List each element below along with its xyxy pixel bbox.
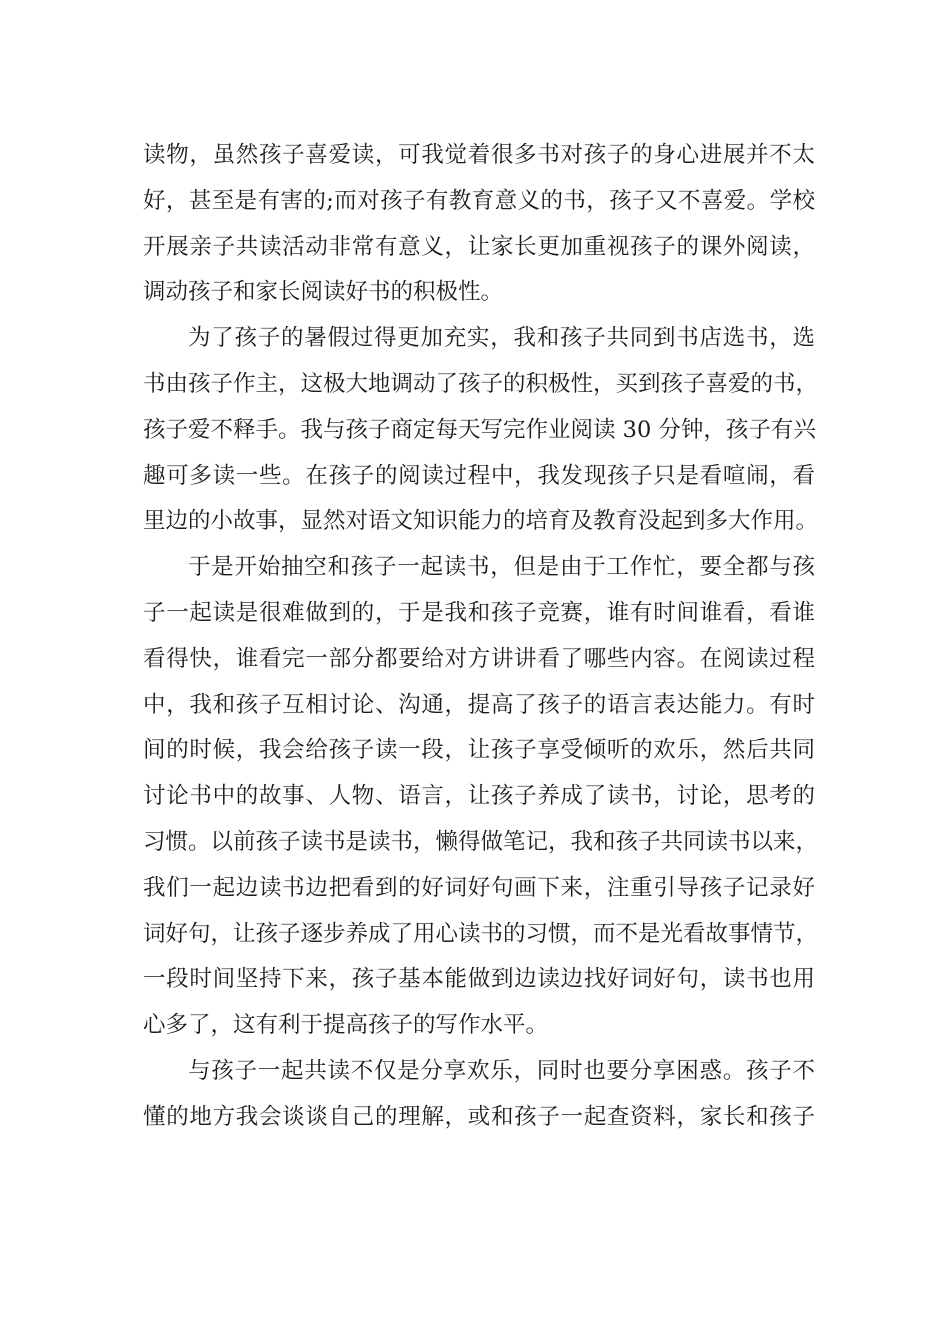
text-line: 中，我和孩子互相讨论、沟通，提高了孩子的语言表达能力。有时 (143, 691, 815, 718)
text-line: 书由孩子作主，这极大地调动了孩子的积极性，买到孩子喜爱的书， (143, 370, 819, 397)
document-body (143, 133, 819, 1141)
paragraph (143, 545, 819, 1049)
text-line: 开展亲子共读活动非常有意义，让家长更加重视孩子的课外阅读， (143, 233, 815, 260)
text-line: 心多了，这有利于提高孩子的写作水平。 (143, 1012, 549, 1039)
text-line: 于是开始抽空和孩子一起读书，但是由于工作忙，要全都与孩 (188, 554, 815, 581)
text-line: 调动孩子和家长阅读好书的积极性。 (143, 279, 504, 306)
text-line: 懂的地方我会谈谈自己的理解，或和孩子一起查资料，家长和孩子 (143, 1103, 815, 1130)
text-line: 讨论书中的故事、人物、语言，让孩子养成了读书，讨论，思考的 (143, 783, 815, 810)
text-line: 好，甚至是有害的;而对孩子有教育意义的书，孩子又不喜爱。学校 (143, 187, 815, 214)
text-line: 词好句，让孩子逐步养成了用心读书的习惯，而不是光看故事情节， (143, 920, 819, 947)
text-line: 一段时间坚持下来，孩子基本能做到边读边找好词好句，读书也用 (143, 966, 815, 993)
text-line: 里边的小故事，显然对语文知识能力的培育及教育没起到多大作用。 (143, 508, 819, 535)
text-line: 趣可多读一些。在孩子的阅读过程中，我发现孩子只是看喧闹，看 (143, 462, 815, 489)
text-line: 为了孩子的暑假过得更加充实，我和孩子共同到书店选书，选 (188, 325, 815, 352)
paragraph (143, 133, 815, 316)
paragraph (143, 316, 819, 545)
text-line: 孩子爱不释手。我与孩子商定每天写完作业阅读 30 分钟，孩子有兴 (143, 416, 816, 443)
text-line: 习惯。以前孩子读书是读书，懒得做笔记，我和孩子共同读书以来， (143, 828, 819, 855)
text-line: 看得快，谁看完一部分都要给对方讲讲看了哪些内容。在阅读过程 (143, 645, 815, 672)
text-line: 间的时候，我会给孩子读一段，让孩子享受倾听的欢乐，然后共同 (143, 737, 815, 764)
paragraph (143, 1049, 815, 1141)
text-line: 子一起读是很难做到的，于是我和孩子竞赛，谁有时间谁看，看谁 (143, 599, 815, 626)
text-line: 与孩子一起共读不仅是分享欢乐，同时也要分享困惑。孩子不 (188, 1057, 815, 1084)
text-line: 我们一起边读书边把看到的好词好句画下来，注重引导孩子记录好 (143, 874, 815, 901)
text-line: 读物，虽然孩子喜爱读，可我觉着很多书对孩子的身心进展并不太 (143, 142, 815, 168)
